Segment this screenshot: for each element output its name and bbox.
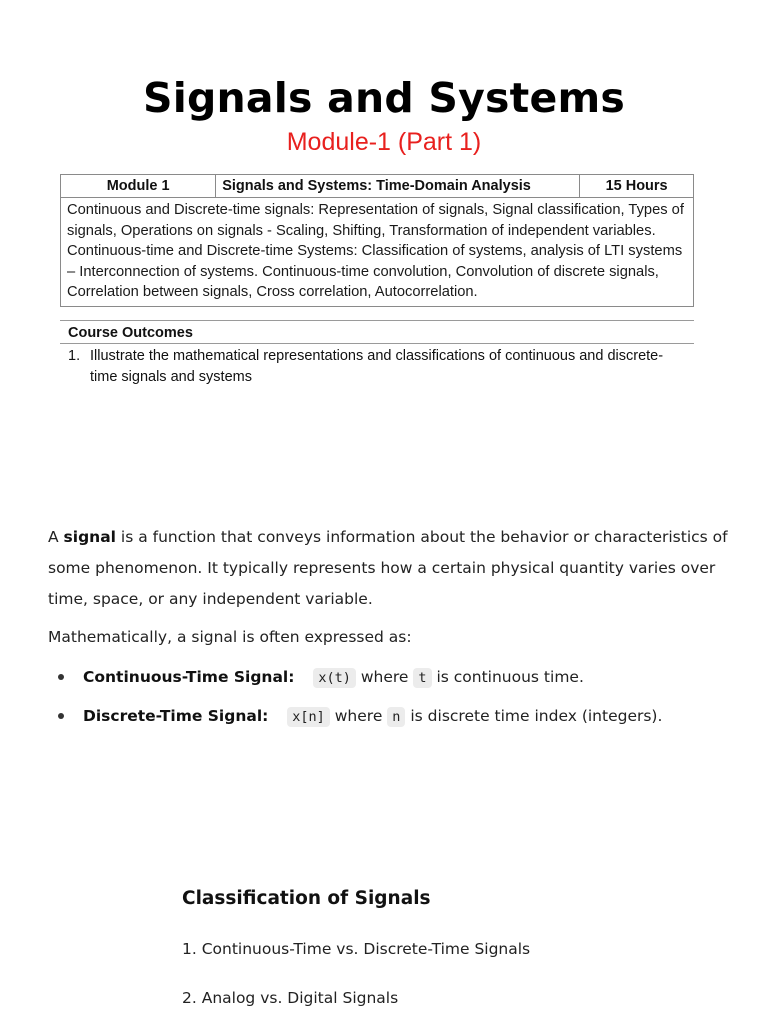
signal-expression-code: x(t) (313, 668, 356, 688)
definition-text: is a function that conveys information about the behavior or characteristics of some phenomenon. It typically represents how a certain physical quantity varies over time, space, or any independent variable. (48, 528, 728, 608)
math-expression-intro: Mathematically, a signal is often expressed as: (48, 628, 412, 646)
where-text: where (334, 707, 383, 725)
definition-prefix: A (48, 528, 64, 546)
classification-heading: Classification of Signals (182, 888, 431, 909)
course-outcomes-section (60, 320, 694, 387)
course-outcomes-header: Course Outcomes (60, 321, 694, 344)
module-number-cell: Module 1 (61, 175, 216, 198)
course-outcome-text: Illustrate the mathematical representations and classifications of continuous and discrete-time signals and systems (90, 348, 664, 385)
bullet-icon (58, 674, 64, 680)
signal-type-label: Continuous-Time Signal: (83, 668, 295, 686)
classification-item-1: 1. Continuous-Time vs. Discrete-Time Signals (182, 940, 531, 958)
module-content-cell: Continuous and Discrete-time signals: Representation of signals, Signal classification, Types of signals, Operations on signals - Scaling, Shifting, Transformation of independent variables. Continuous-time and Discrete-time Systems: Classification of systems, analysis of LTI systems – Interconnection of systems. Continuous-time convolution, Convolution of discrete signals, Correlation between signals, Cross correlation, Autocorrelation. (61, 198, 694, 307)
page-subtitle: Module-1 (Part 1) (286, 128, 482, 156)
course-outcome-number: 1. (68, 348, 81, 364)
bullet-icon (58, 713, 64, 719)
list-item-continuous-time (56, 662, 662, 701)
module-table-content-row (61, 198, 694, 307)
signal-type-label: Discrete-Time Signal: (83, 707, 269, 725)
module-hours-cell: 15 Hours (580, 175, 694, 198)
variable-code: t (413, 668, 431, 688)
signal-definition-paragraph (48, 522, 748, 615)
signal-types-list (56, 662, 662, 740)
signal-type-description: is continuous time. (436, 668, 584, 686)
page-title: Signals and Systems (143, 74, 625, 122)
module-table-header-row (61, 175, 694, 198)
module-topic-cell: Signals and Systems: Time-Domain Analysis (216, 175, 580, 198)
signal-type-description: is discrete time index (integers). (410, 707, 663, 725)
where-text: where (360, 668, 409, 686)
list-item-discrete-time (56, 701, 662, 740)
course-outcome-item (68, 346, 694, 387)
module-syllabus-table (60, 174, 694, 307)
course-outcomes-list (60, 344, 694, 387)
signal-expression-code: x[n] (287, 707, 330, 727)
signal-term: signal (63, 528, 116, 546)
classification-item-2: 2. Analog vs. Digital Signals (182, 989, 399, 1007)
variable-code: n (387, 707, 405, 727)
